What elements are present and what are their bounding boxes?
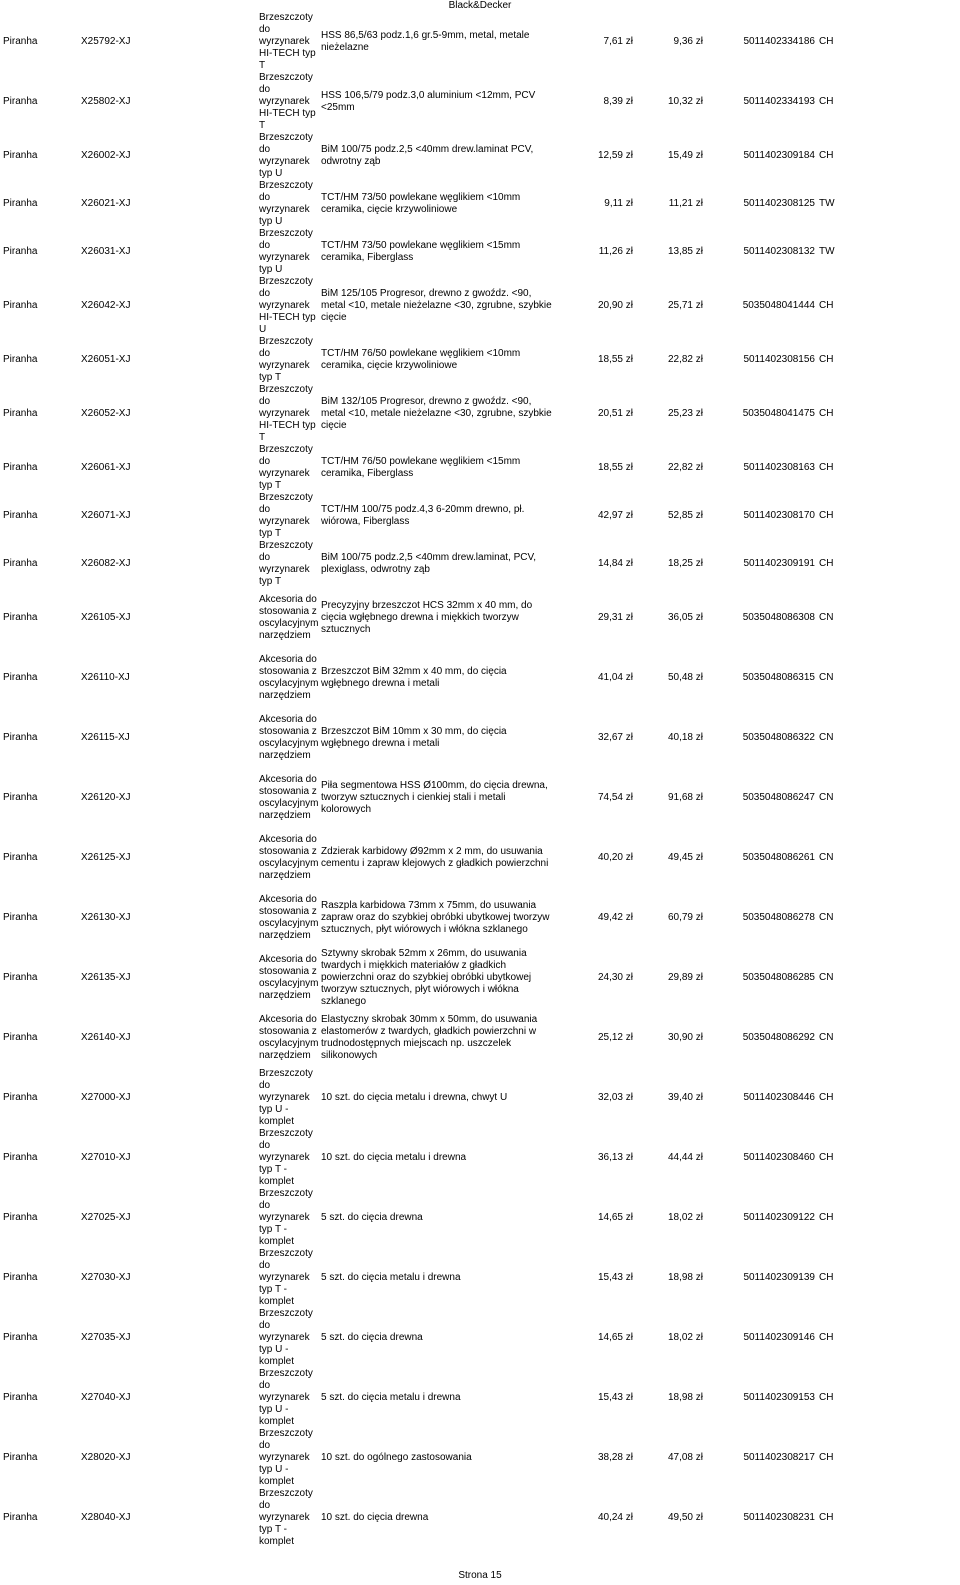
product-code: X26002-XJ	[81, 150, 131, 161]
gross-price: 29,89 zł	[667, 972, 703, 983]
product-category: Akcesoria do stosowania z oscylacyjnym narzędziem	[259, 894, 319, 941]
product-category: Brzeszczoty do wyrzynarek HI-TECH typ T	[259, 384, 316, 443]
ean-code: 5011402308217	[743, 1452, 815, 1463]
net-price: 29,31 zł	[597, 612, 633, 623]
gross-price: 30,90 zł	[667, 1032, 703, 1043]
net-price: 36,13 zł	[597, 1152, 633, 1163]
ean-code: 5035048086315	[742, 672, 815, 683]
ean-code: 5011402309191	[743, 558, 815, 569]
product-code: X26042-XJ	[81, 300, 131, 311]
gross-price: 18,98 zł	[667, 1272, 703, 1283]
product-description: TCT/HM 100/75 podz.4,3 6-20mm drewno, pł. wiórowa, Fiberglass	[321, 504, 525, 527]
country-of-origin: CN	[819, 972, 834, 983]
product-code: X28020-XJ	[81, 1452, 131, 1463]
ean-code: 5011402334186	[743, 36, 815, 47]
country-of-origin: CN	[819, 792, 834, 803]
country-of-origin: CH	[819, 408, 834, 419]
brand-cell: Piranha	[3, 612, 38, 623]
country-of-origin: CN	[819, 1032, 834, 1043]
country-of-origin: CH	[819, 150, 834, 161]
net-price: 8,39 zł	[603, 96, 633, 107]
country-of-origin: CH	[819, 1512, 834, 1523]
product-category: Brzeszczoty do wyrzynarek HI-TECH typ T	[259, 72, 316, 131]
ean-code: 5035048086308	[742, 612, 815, 623]
product-code: X27040-XJ	[81, 1392, 131, 1403]
brand-cell: Piranha	[3, 198, 38, 209]
table-row	[1, 708, 959, 768]
net-price: 15,43 zł	[597, 1272, 633, 1283]
product-category: Brzeszczoty do wyrzynarek typ U - komplet	[259, 1368, 313, 1427]
country-of-origin: CH	[819, 1092, 834, 1103]
brand-cell: Piranha	[3, 1272, 38, 1283]
table-row	[1, 828, 959, 888]
net-price: 18,55 zł	[597, 354, 633, 365]
net-price: 74,54 zł	[597, 792, 633, 803]
product-code: X26061-XJ	[81, 462, 131, 473]
product-description: Brzeszczot BiM 10mm x 30 mm, do cięcia wgłębnego drewna i metali	[321, 726, 507, 749]
net-price: 49,42 zł	[597, 912, 633, 923]
table-row	[1, 384, 959, 444]
table-row	[1, 1308, 959, 1368]
brand-cell: Piranha	[3, 354, 38, 365]
net-price: 18,55 zł	[597, 462, 633, 473]
product-description: TCT/HM 73/50 powlekane węglikiem <10mm ceramika, cięcie krzywoliniowe	[321, 192, 521, 215]
product-description: HSS 86,5/63 podz.1,6 gr.5-9mm, metal, metale nieżelazne	[321, 30, 530, 53]
product-description: 5 szt. do cięcia metalu i drewna	[321, 1392, 461, 1403]
product-category: Brzeszczoty do wyrzynarek typ U	[259, 132, 313, 179]
product-code: X26051-XJ	[81, 354, 131, 365]
ean-code: 5011402309139	[743, 1272, 815, 1283]
ean-code: 5035048086247	[742, 792, 815, 803]
product-code: X27030-XJ	[81, 1272, 131, 1283]
net-price: 40,24 zł	[597, 1512, 633, 1523]
brand-cell: Piranha	[3, 672, 38, 683]
product-category: Akcesoria do stosowania z oscylacyjnym narzędziem	[259, 1014, 319, 1061]
gross-price: 60,79 zł	[667, 912, 703, 923]
product-code: X25802-XJ	[81, 96, 131, 107]
country-of-origin: CH	[819, 1152, 834, 1163]
brand-cell: Piranha	[3, 912, 38, 923]
product-description: Elastyczny skrobak 30mm x 50mm, do usuwania elastomerów z twardych, gładkich powierzchni w trudnodostępnych miejscach np. uszczelek silikonowych	[321, 1014, 538, 1061]
gross-price: 18,02 zł	[667, 1212, 703, 1223]
ean-code: 5035048041444	[742, 300, 815, 311]
product-description: HSS 106,5/79 podz.3,0 aluminium <12mm, PCV <25mm	[321, 90, 536, 113]
country-of-origin: CH	[819, 354, 834, 365]
net-price: 9,11 zł	[604, 198, 633, 209]
product-code: X26071-XJ	[81, 510, 131, 521]
ean-code: 5011402308170	[743, 510, 815, 521]
brand-cell: Piranha	[3, 1032, 38, 1043]
product-description: TCT/HM 73/50 powlekane węglikiem <15mm ceramika, Fiberglass	[321, 240, 521, 263]
gross-price: 49,50 zł	[667, 1512, 703, 1523]
ean-code: 5011402309184	[743, 150, 815, 161]
product-code: X27035-XJ	[81, 1332, 131, 1343]
gross-price: 18,25 zł	[667, 558, 703, 569]
brand-cell: Piranha	[3, 300, 38, 311]
table-row	[1, 1248, 959, 1308]
net-price: 7,61 zł	[603, 36, 633, 47]
country-of-origin: CH	[819, 510, 834, 521]
product-category: Akcesoria do stosowania z oscylacyjnym narzędziem	[259, 594, 319, 641]
product-description: 10 szt. do cięcia drewna	[321, 1512, 429, 1523]
product-category: Brzeszczoty do wyrzynarek typ U - komplet	[259, 1308, 313, 1367]
product-description: Zdzierak karbidowy Ø92mm x 2 mm, do usuwania cementu i zapraw klejowych z gładkich powierzchni	[321, 846, 549, 869]
ean-code: 5035048086322	[742, 732, 815, 743]
net-price: 24,30 zł	[597, 972, 633, 983]
product-code: X26140-XJ	[81, 1032, 131, 1043]
net-price: 14,84 zł	[597, 558, 633, 569]
gross-price: 44,44 zł	[667, 1152, 703, 1163]
product-description: 5 szt. do cięcia metalu i drewna	[321, 1272, 461, 1283]
country-of-origin: CH	[819, 300, 834, 311]
ean-code: 5011402308156	[743, 354, 815, 365]
product-code: X26120-XJ	[81, 792, 131, 803]
product-category: Brzeszczoty do wyrzynarek HI-TECH typ T	[259, 12, 316, 71]
table-row	[1, 648, 959, 708]
net-price: 41,04 zł	[597, 672, 633, 683]
net-price: 40,20 zł	[597, 852, 633, 863]
country-of-origin: CN	[819, 912, 834, 923]
brand-cell: Piranha	[3, 1512, 38, 1523]
product-description: Precyzyjny brzeszczot HCS 32mm x 40 mm, do cięcia wgłębnego drewna i miękkich tworzyw sztucznych	[321, 600, 533, 635]
country-of-origin: CN	[819, 732, 834, 743]
brand-cell: Piranha	[3, 462, 38, 473]
product-code: X26135-XJ	[81, 972, 131, 983]
product-description: BiM 100/75 podz.2,5 <40mm drew.laminat, PCV, plexiglass, odwrotny ząb	[321, 552, 537, 575]
gross-price: 47,08 zł	[667, 1452, 703, 1463]
brand-cell: Piranha	[3, 510, 38, 521]
gross-price: 25,23 zł	[667, 408, 703, 419]
ean-code: 5011402308132	[743, 246, 815, 257]
gross-price: 10,32 zł	[667, 96, 703, 107]
net-price: 32,03 zł	[597, 1092, 633, 1103]
table-row	[1, 492, 959, 540]
product-description: 10 szt. do cięcia metalu i drewna	[321, 1152, 467, 1163]
product-description: Raszpla karbidowa 73mm x 75mm, do usuwania zapraw oraz do szybkiej obróbki ubytkowej tworzyw sztucznych, płyt wiórowych i włókna szklanego	[321, 900, 550, 935]
ean-code: 5011402308231	[743, 1512, 815, 1523]
ean-code: 5011402309153	[743, 1392, 815, 1403]
product-description: TCT/HM 76/50 powlekane węglikiem <15mm ceramika, Fiberglass	[321, 456, 521, 479]
product-description: BiM 125/105 Progresor, drewno z gwoźdz. <90, metal <10, metale nieżelazne <30, zgrubne, szybkie cięcie	[321, 288, 552, 323]
product-description: Brzeszczot BiM 32mm x 40 mm, do cięcia wgłębnego drewna i metali	[321, 666, 507, 689]
product-description: BiM 100/75 podz.2,5 <40mm drew.laminat PCV, odwrotny ząb	[321, 144, 534, 167]
product-code: X26052-XJ	[81, 408, 131, 419]
net-price: 42,97 zł	[597, 510, 633, 521]
country-of-origin: CH	[819, 96, 834, 107]
gross-price: 36,05 zł	[667, 612, 703, 623]
net-price: 12,59 zł	[597, 150, 633, 161]
gross-price: 11,21 zł	[668, 198, 703, 209]
country-of-origin: CN	[819, 672, 834, 683]
net-price: 14,65 zł	[597, 1332, 633, 1343]
gross-price: 15,49 zł	[667, 150, 703, 161]
brand-cell: Piranha	[3, 150, 38, 161]
net-price: 15,43 zł	[597, 1392, 633, 1403]
brand-cell: Piranha	[3, 96, 38, 107]
table-row	[1, 768, 959, 828]
table-row	[1, 888, 959, 948]
table-row	[1, 540, 959, 588]
product-category: Brzeszczoty do wyrzynarek HI-TECH typ U	[259, 276, 316, 335]
table-row	[1, 1128, 959, 1188]
brand-cell: Piranha	[3, 558, 38, 569]
ean-code: 5035048086285	[742, 972, 815, 983]
page-footer	[0, 1570, 960, 1582]
table-row	[1, 72, 959, 132]
product-code: X26082-XJ	[81, 558, 131, 569]
gross-price: 13,85 zł	[667, 246, 703, 257]
product-code: X26031-XJ	[81, 246, 131, 257]
net-price: 38,28 zł	[597, 1452, 633, 1463]
net-price: 11,26 zł	[598, 246, 633, 257]
ean-code: 5035048086261	[742, 852, 815, 863]
brand-cell: Piranha	[3, 732, 38, 743]
gross-price: 9,36 zł	[673, 36, 703, 47]
ean-code: 5011402309146	[743, 1332, 815, 1343]
header-brand: Black&Decker	[448, 0, 512, 11]
brand-cell: Piranha	[3, 792, 38, 803]
ean-code: 5035048086292	[742, 1032, 815, 1043]
product-table	[1, 12, 959, 1548]
product-category: Brzeszczoty do wyrzynarek typ T - komplet	[259, 1248, 313, 1307]
gross-price: 50,48 zł	[667, 672, 703, 683]
product-code: X26105-XJ	[81, 612, 131, 623]
product-category: Brzeszczoty do wyrzynarek typ T	[259, 336, 313, 383]
table-row	[1, 180, 959, 228]
country-of-origin: TW	[819, 246, 835, 257]
document-header	[0, 0, 960, 12]
table-row	[1, 1068, 959, 1128]
brand-cell: Piranha	[3, 246, 38, 257]
ean-code: 5035048041475	[742, 408, 815, 419]
gross-price: 18,02 zł	[667, 1332, 703, 1343]
gross-price: 40,18 zł	[667, 732, 703, 743]
brand-cell: Piranha	[3, 1332, 38, 1343]
table-row	[1, 948, 959, 1008]
table-row	[1, 132, 959, 180]
product-category: Akcesoria do stosowania z oscylacyjnym narzędziem	[259, 714, 319, 761]
product-code: X26110-XJ	[81, 672, 130, 683]
product-category: Brzeszczoty do wyrzynarek typ T - komplet	[259, 1128, 313, 1187]
country-of-origin: CH	[819, 1392, 834, 1403]
table-row	[1, 1188, 959, 1248]
gross-price: 39,40 zł	[667, 1092, 703, 1103]
product-code: X26115-XJ	[81, 732, 130, 743]
ean-code: 5011402309122	[743, 1212, 815, 1223]
product-description: 10 szt. do cięcia metalu i drewna, chwyt U	[321, 1092, 508, 1103]
product-category: Brzeszczoty do wyrzynarek typ T - komplet	[259, 1188, 313, 1247]
country-of-origin: CH	[819, 1332, 834, 1343]
product-category: Brzeszczoty do wyrzynarek typ T	[259, 492, 313, 539]
gross-price: 22,82 zł	[667, 462, 703, 473]
country-of-origin: CN	[819, 852, 834, 863]
ean-code: 5011402308125	[743, 198, 815, 209]
brand-cell: Piranha	[3, 972, 38, 983]
product-category: Brzeszczoty do wyrzynarek typ U	[259, 228, 313, 275]
product-code: X26125-XJ	[81, 852, 131, 863]
net-price: 25,12 zł	[597, 1032, 633, 1043]
product-category: Akcesoria do stosowania z oscylacyjnym narzędziem	[259, 834, 319, 881]
product-category: Brzeszczoty do wyrzynarek typ T	[259, 540, 313, 587]
gross-price: 18,98 zł	[667, 1392, 703, 1403]
gross-price: 91,68 zł	[667, 792, 703, 803]
product-category: Brzeszczoty do wyrzynarek typ U - komplet	[259, 1068, 313, 1127]
table-row	[1, 228, 959, 276]
gross-price: 25,71 zł	[667, 300, 703, 311]
product-code: X27025-XJ	[81, 1212, 131, 1223]
product-description: 10 szt. do ogólnego zastosowania	[321, 1452, 472, 1463]
product-code: X26021-XJ	[81, 198, 131, 209]
product-code: X27010-XJ	[81, 1152, 131, 1163]
product-category: Brzeszczoty do wyrzynarek typ T	[259, 444, 313, 491]
product-category: Brzeszczoty do wyrzynarek typ T - komplet	[259, 1488, 313, 1547]
brand-cell: Piranha	[3, 1092, 38, 1103]
ean-code: 5011402334193	[743, 96, 815, 107]
country-of-origin: TW	[819, 198, 835, 209]
net-price: 20,51 zł	[597, 408, 633, 419]
page-number: Strona 15	[458, 1570, 502, 1581]
table-row	[1, 588, 959, 648]
table-row	[1, 1428, 959, 1488]
ean-code: 5035048086278	[742, 912, 815, 923]
country-of-origin: CH	[819, 1452, 834, 1463]
table-row	[1, 336, 959, 384]
country-of-origin: CH	[819, 36, 834, 47]
product-category: Brzeszczoty do wyrzynarek typ U - komplet	[259, 1428, 313, 1487]
product-code: X25792-XJ	[81, 36, 131, 47]
ean-code: 5011402308460	[743, 1152, 815, 1163]
brand-cell: Piranha	[3, 1452, 38, 1463]
ean-code: 5011402308163	[743, 462, 815, 473]
country-of-origin: CH	[819, 462, 834, 473]
product-category: Akcesoria do stosowania z oscylacyjnym narzędziem	[259, 954, 319, 1001]
table-row	[1, 12, 959, 72]
country-of-origin: CH	[819, 1212, 834, 1223]
brand-cell: Piranha	[3, 852, 38, 863]
product-description: Piła segmentowa HSS Ø100mm, do cięcia drewna, tworzyw sztucznych i cienkiej stali i metali kolorowych	[321, 780, 548, 815]
brand-cell: Piranha	[3, 1152, 38, 1163]
brand-cell: Piranha	[3, 1212, 38, 1223]
product-code: X28040-XJ	[81, 1512, 131, 1523]
net-price: 32,67 zł	[597, 732, 633, 743]
brand-cell: Piranha	[3, 408, 38, 419]
product-category: Akcesoria do stosowania z oscylacyjnym narzędziem	[259, 654, 319, 701]
table-row	[1, 1488, 959, 1548]
product-rows	[1, 12, 959, 1548]
net-price: 14,65 zł	[597, 1212, 633, 1223]
gross-price: 22,82 zł	[667, 354, 703, 365]
country-of-origin: CH	[819, 558, 834, 569]
product-description: TCT/HM 76/50 powlekane węglikiem <10mm ceramika, cięcie krzywoliniowe	[321, 348, 521, 371]
table-row	[1, 1368, 959, 1428]
product-description: BiM 132/105 Progresor, drewno z gwoźdz. <90, metal <10, metale nieżelazne <30, zgrubne, szybkie cięcie	[321, 396, 552, 431]
table-row	[1, 1008, 959, 1068]
table-row	[1, 444, 959, 492]
product-code: X26130-XJ	[81, 912, 131, 923]
product-category: Brzeszczoty do wyrzynarek typ U	[259, 180, 313, 227]
gross-price: 49,45 zł	[667, 852, 703, 863]
product-category: Akcesoria do stosowania z oscylacyjnym narzędziem	[259, 774, 319, 821]
gross-price: 52,85 zł	[667, 510, 703, 521]
brand-cell: Piranha	[3, 1392, 38, 1403]
net-price: 20,90 zł	[597, 300, 633, 311]
table-row	[1, 276, 959, 336]
brand-cell: Piranha	[3, 36, 38, 47]
country-of-origin: CN	[819, 612, 834, 623]
country-of-origin: CH	[819, 1272, 834, 1283]
ean-code: 5011402308446	[743, 1092, 815, 1103]
product-code: X27000-XJ	[81, 1092, 131, 1103]
product-description: Sztywny skrobak 52mm x 26mm, do usuwania twardych i miękkich materiałów z gładkich powierzchni oraz do szybkiej obróbki ubytkowej tworzyw sztucznych, płyt wiórowych i włókna szklanego	[321, 948, 532, 1007]
product-description: 5 szt. do cięcia drewna	[321, 1332, 423, 1343]
product-description: 5 szt. do cięcia drewna	[321, 1212, 423, 1223]
